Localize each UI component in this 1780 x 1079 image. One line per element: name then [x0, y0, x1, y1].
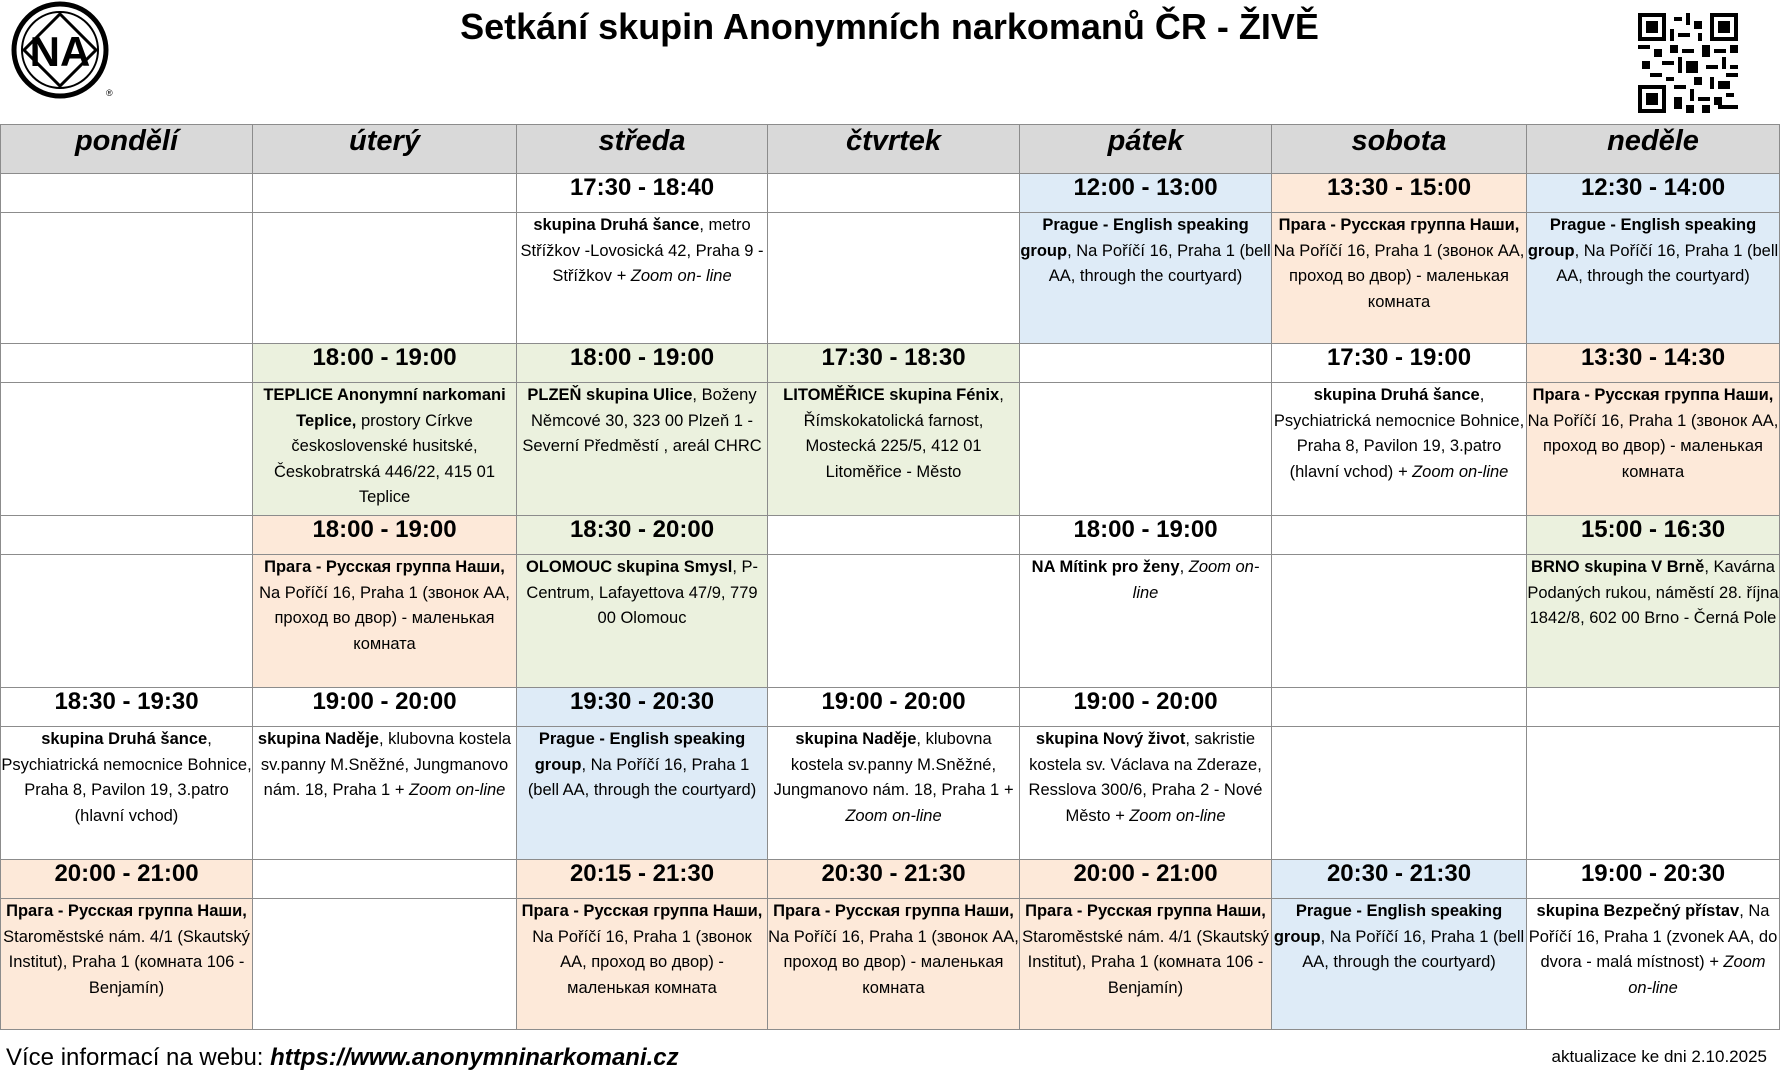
schedule-table: [0, 124, 1780, 1030]
meeting-details: [768, 899, 1020, 1030]
group-name: Прага - Русская группа Наши,: [773, 902, 1014, 920]
meeting-time: [1272, 516, 1527, 555]
group-name: TEPLICE Anonymní narkomani Teplice,: [263, 386, 506, 430]
group-name: PLZEŇ skupina Ulice: [527, 386, 693, 404]
zoom-note: + Zoom on-line: [1115, 806, 1226, 825]
website-link[interactable]: https://www.anonymninarkomani.cz: [270, 1044, 679, 1071]
day-header-saturday: sobota: [1272, 125, 1527, 174]
meeting-time: 20:00 - 21:00: [1, 860, 253, 899]
meeting-details: [1, 555, 253, 688]
group-name: Prague - English speaking group: [534, 730, 746, 774]
update-date: aktualizace ke dni 2.10.2025: [1551, 1047, 1767, 1066]
meeting-details: [1272, 899, 1527, 1030]
meeting-time: [1, 174, 253, 213]
group-name: Prague - English speaking group: [1273, 902, 1503, 946]
logo-text: NA: [29, 28, 91, 75]
meeting-details: [1527, 213, 1780, 344]
group-name: skupina Druhá šance: [533, 216, 700, 234]
meeting-details: [1020, 727, 1272, 860]
meeting-details: [517, 555, 768, 688]
meeting-details: [253, 727, 517, 860]
meeting-time: [253, 860, 517, 899]
meeting-details: [768, 727, 1020, 860]
meeting-address: ,: [1179, 558, 1189, 576]
day-header-wednesday: středa: [517, 125, 768, 174]
meeting-details: [253, 383, 517, 516]
time-row: [1, 688, 1780, 727]
group-name: skupina Bezpečný přístav: [1536, 902, 1740, 920]
meeting-time: 20:15 - 21:30: [517, 860, 768, 899]
meeting-details: [1527, 727, 1780, 860]
details-row: [1, 899, 1780, 1030]
zoom-note: + Zoom on-line: [1397, 462, 1509, 481]
meeting-details: [253, 899, 517, 1030]
group-name: skupina Naděje: [257, 730, 379, 748]
group-name: skupina Nový život: [1035, 730, 1186, 748]
meeting-time: 13:30 - 14:30: [1527, 344, 1780, 383]
meeting-details: [1272, 213, 1527, 344]
meeting-time: 20:30 - 21:30: [1272, 860, 1527, 899]
group-name: NA Mítink pro ženy: [1031, 558, 1180, 576]
meeting-address: Na Poříčí 16, Praha 1 (звонок АА, проход во двор) - маленькая комната: [1273, 241, 1525, 311]
meeting-time: 12:30 - 14:00: [1527, 174, 1780, 213]
meeting-details: [517, 727, 768, 860]
group-name: skupina Druhá šance: [41, 730, 208, 748]
meeting-time: 18:00 - 19:00: [253, 344, 517, 383]
meeting-details: [1272, 555, 1527, 688]
meeting-details: [768, 383, 1020, 516]
meeting-details: [1020, 383, 1272, 516]
meeting-address: Na Poříčí 16, Praha 1 (звонок АА, проход во двор) - маленькая комната: [532, 927, 752, 997]
group-name: Прага - Русская группа Наши,: [521, 902, 763, 920]
meeting-time: 19:00 - 20:00: [1020, 688, 1272, 727]
group-name: LITOMĚŘICE skupina Fénix: [783, 386, 1000, 404]
meeting-details: [1527, 555, 1780, 688]
day-header-monday: pondělí: [1, 125, 253, 174]
meeting-time: [1020, 344, 1272, 383]
page-title: Setkání skupin Anonymních narkomanů ČR - ŽIVĚ: [460, 6, 1319, 47]
meeting-details: [517, 383, 768, 516]
group-name: skupina Naděje: [795, 730, 917, 748]
meeting-details: [1, 899, 253, 1030]
meeting-time: 19:30 - 20:30: [517, 688, 768, 727]
zoom-note: Zoom on-line: [1132, 558, 1260, 602]
meeting-time: 20:00 - 21:00: [1020, 860, 1272, 899]
time-row: [1, 860, 1780, 899]
group-name: Прага - Русская группа Наши,: [1025, 902, 1266, 920]
meeting-details: [1020, 555, 1272, 688]
meeting-time: 17:30 - 18:30: [768, 344, 1020, 383]
meeting-time: [1527, 688, 1780, 727]
group-name: Прага - Русская группа Наши,: [264, 558, 505, 576]
group-name: BRNO skupina V Brně: [1531, 558, 1705, 576]
meeting-address: , Římskokatolická farnost, Mostecká 225/5, 412 01 Litoměřice - Město: [803, 386, 1004, 481]
meeting-address: Na Poříčí 16, Praha 1 (звонок АА, проход во двор) - маленькая комната: [768, 927, 1019, 997]
meeting-details: [768, 213, 1020, 344]
footer-info: [6, 1044, 679, 1072]
meeting-address: Staroměstské nám. 4/1 (Skautský Institut), Praha 1 (комната 106 - Benjamín): [3, 927, 250, 997]
time-row: [1, 344, 1780, 383]
time-row: [1, 174, 1780, 213]
meeting-time: [1272, 688, 1527, 727]
meeting-address: , Psychiatrická nemocnice Bohnice, Praha 8, Pavilon 19, 3.patro (hlavní vchod): [1273, 386, 1525, 481]
time-row: [1, 516, 1780, 555]
meeting-time: 18:30 - 20:00: [517, 516, 768, 555]
meeting-details: [1272, 727, 1527, 860]
meeting-time: 13:30 - 15:00: [1272, 174, 1527, 213]
meeting-time: 18:00 - 19:00: [517, 344, 768, 383]
meeting-time: 19:00 - 20:00: [768, 688, 1020, 727]
meeting-address: Na Poříčí 16, Praha 1 (звонок АА, проход во двор) - маленькая комната: [1527, 411, 1779, 481]
day-header-row: [1, 125, 1780, 174]
meeting-details: [1527, 899, 1780, 1030]
meeting-address: , klubovna kostela sv.panny M.Sněžné, Jungmanovo nám. 18, Praha 1: [773, 730, 1004, 799]
meeting-time: 18:00 - 19:00: [253, 516, 517, 555]
meeting-address: , klubovna kostela sv.panny M.Sněžné, Jungmanovo nám. 18, Praha 1 +: [260, 730, 512, 799]
details-row: [1, 727, 1780, 860]
group-name: Прага - Русская группа Наши,: [1278, 216, 1520, 234]
meeting-time: 19:00 - 20:30: [1527, 860, 1780, 899]
day-header-sunday: neděle: [1527, 125, 1780, 174]
group-name: OLOMOUC skupina Smysl: [526, 558, 733, 576]
meeting-time: [253, 174, 517, 213]
meeting-time: [768, 174, 1020, 213]
meeting-address: , sakristie kostela sv. Václava na Zderaze, Resslova 300/6, Praha 2 - Nové Město: [1028, 730, 1263, 825]
zoom-note: + Zoom on-line: [1628, 953, 1766, 997]
meeting-address: , metro Střížkov -Lovosická 42, Praha 9 - Střížkov: [520, 216, 764, 285]
group-name: Prague - English speaking group: [1527, 216, 1757, 260]
details-row: [1, 383, 1780, 516]
meeting-address: , P-Centrum, Lafayettova 47/9, 779 00 Olomouc: [526, 558, 758, 627]
meeting-time: 17:30 - 18:40: [517, 174, 768, 213]
meeting-time: 18:00 - 19:00: [1020, 516, 1272, 555]
meeting-details: [1272, 383, 1527, 516]
meeting-details: [1, 383, 253, 516]
meeting-address: , Na Poříčí 16, Praha 1 (zvonek AA, do dvora - malá místnost): [1528, 902, 1778, 971]
meeting-details: [253, 213, 517, 344]
zoom-note: + Zoom on- line: [616, 267, 732, 285]
meeting-details: [1020, 899, 1272, 1030]
meeting-details: [517, 213, 768, 344]
meeting-address: , Psychiatrická nemocnice Bohnice, Praha 8, Pavilon 19, 3.patro (hlavní vchod): [1, 730, 252, 825]
meeting-address: , Na Poříčí 16, Praha 1 (bell AA, through the courtyard): [1556, 241, 1779, 285]
meeting-time: [768, 516, 1020, 555]
meeting-details: [517, 899, 768, 1030]
group-name: Прага - Русская группа Наши,: [1532, 386, 1774, 404]
meeting-address: Staroměstské nám. 4/1 (Skautský Institut), Praha 1 (комната 106 - Benjamín): [1022, 927, 1269, 997]
zoom-note: + Zoom on-line: [845, 781, 1014, 825]
group-name: skupina Druhá šance: [1313, 386, 1480, 404]
day-header-tuesday: úterý: [253, 125, 517, 174]
meeting-details: [1, 727, 253, 860]
meeting-address: prostory Církve československé husitské, Českobratrská 446/22, 415 01 Teplice: [273, 411, 496, 506]
meeting-details: [1020, 213, 1272, 344]
meeting-time: [1, 344, 253, 383]
meeting-address: , Na Poříčí 16, Praha 1 (bell AA, through the courtyard): [527, 755, 757, 799]
meeting-details: [768, 555, 1020, 688]
svg-text:®: ®: [106, 88, 113, 98]
meeting-time: 15:00 - 16:30: [1527, 516, 1780, 555]
details-row: [1, 213, 1780, 344]
meeting-time: 20:30 - 21:30: [768, 860, 1020, 899]
details-row: [1, 555, 1780, 688]
footer-info-label: Více informací na webu:: [6, 1044, 271, 1071]
meeting-details: [1527, 383, 1780, 516]
zoom-note: Zoom on-line: [409, 781, 506, 799]
meeting-address: , Na Poříčí 16, Praha 1 (bell AA, through the courtyard): [1048, 241, 1271, 285]
group-name: Prague - English speaking group: [1020, 216, 1249, 260]
meeting-address: Na Poříčí 16, Praha 1 (звонок АА, проход во двор) - маленькая комната: [259, 583, 510, 653]
qr-code-icon: [1638, 13, 1738, 113]
meeting-details: [253, 555, 517, 688]
meeting-time: 18:30 - 19:30: [1, 688, 253, 727]
meeting-time: 17:30 - 19:00: [1272, 344, 1527, 383]
page-header: [0, 0, 1779, 124]
day-header-friday: pátek: [1020, 125, 1272, 174]
meeting-details: [1, 213, 253, 344]
meeting-time: 12:00 - 13:00: [1020, 174, 1272, 213]
meeting-address: , Kavárna Podaných rukou, náměstí 28. října 1842/8, 602 00 Brno - Černá Pole: [1527, 558, 1779, 627]
day-header-thursday: čtvrtek: [768, 125, 1020, 174]
meeting-time: 19:00 - 20:00: [253, 688, 517, 727]
group-name: Прага - Русская группа Наши,: [6, 902, 247, 920]
meeting-time: [1, 516, 253, 555]
meeting-address: , Na Poříčí 16, Praha 1 (bell AA, through the courtyard): [1302, 927, 1525, 971]
meeting-address: , Boženy Němcové 30, 323 00 Plzeň 1 - Severní Předměstí , areál CHRC: [522, 386, 762, 455]
